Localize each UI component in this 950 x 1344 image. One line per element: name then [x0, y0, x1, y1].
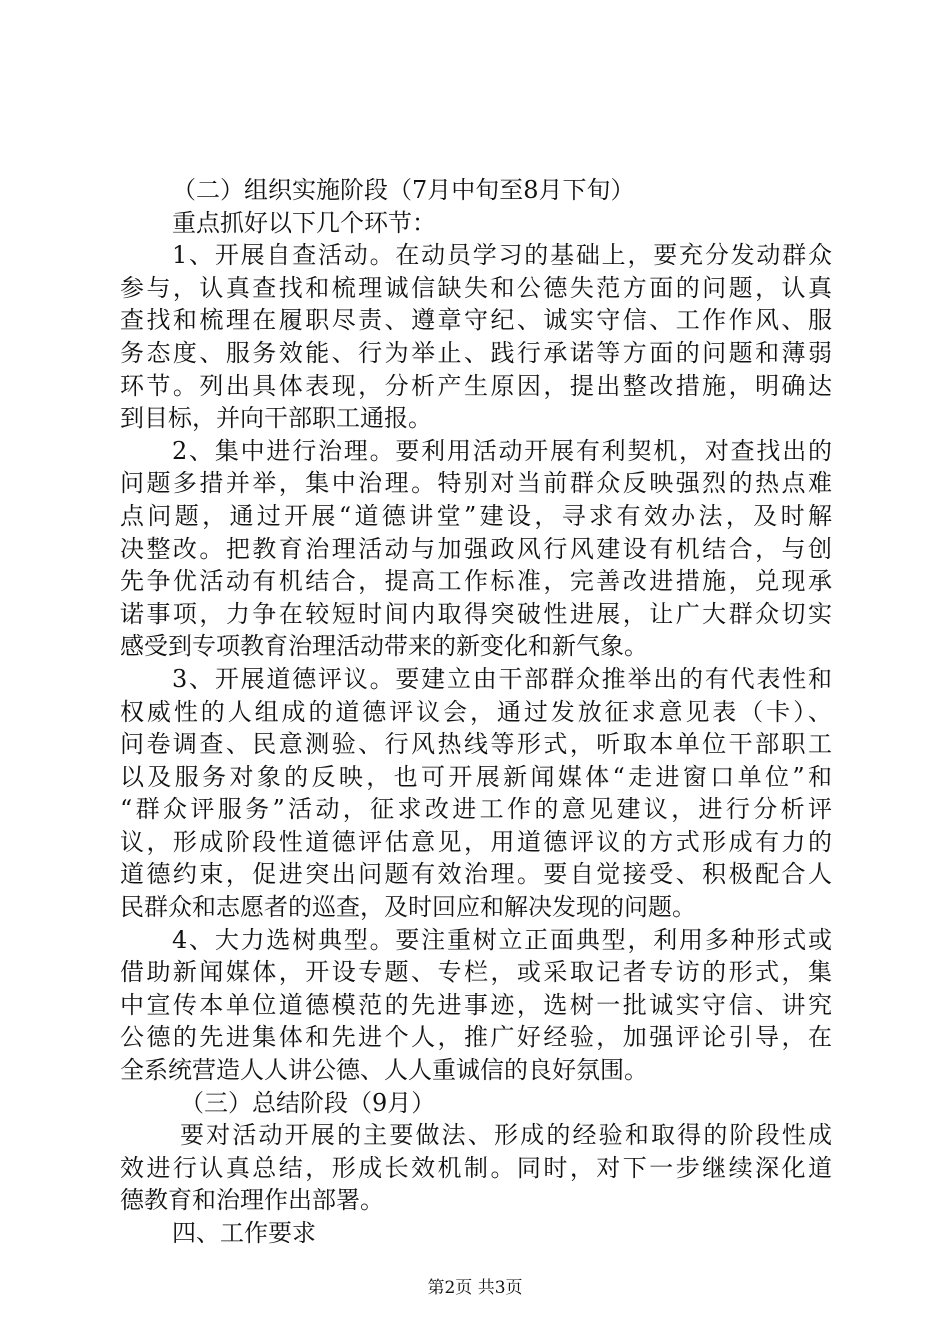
paragraph-line: 权威性的人组成的道德评议会，通过发放征求意见表（卡）、 — [120, 697, 832, 726]
paragraph-line: 全系统营造人人讲公德、人人重诚信的良好氛围。 — [120, 1056, 648, 1085]
paragraph-line: 先争优活动有机结合，提高工作标准，完善改进措施，兑现承 — [120, 567, 832, 596]
paragraph-line: 3、开展道德评议。要建立由干部群众推举出的有代表性和 — [172, 664, 832, 693]
paragraph-line: 重点抓好以下几个环节： — [172, 208, 436, 237]
paragraph-line: 参与，认真查找和梳理诚信缺失和公德失范方面的问题，认真 — [120, 273, 832, 302]
paragraph-line: “群众评服务”活动，征求改进工作的意见建议，进行分析评 — [120, 795, 832, 824]
paragraph-line: 2、集中进行治理。要利用活动开展有利契机，对查找出的 — [172, 436, 832, 465]
paragraph-line: 4、大力选树典型。要注重树立正面典型，利用多种形式或 — [172, 925, 832, 954]
page-number-footer: 第2页 共3页 — [427, 1278, 523, 1298]
paragraph-line: 诺事项，力争在较短时间内取得突破性进展，让广大群众切实 — [120, 599, 832, 628]
paragraph-line: 感受到专项教育治理活动带来的新变化和新气象。 — [120, 632, 648, 661]
paragraph-line: 议，形成阶段性道德评估意见，用道德评议的方式形成有力的 — [120, 827, 832, 856]
paragraph-line: 以及服务对象的反映，也可开展新闻媒体“走进窗口单位”和 — [120, 762, 832, 791]
paragraph-line: 点问题，通过开展“道德讲堂”建设，寻求有效办法，及时解 — [120, 501, 832, 530]
paragraph-line: 1、开展自查活动。在动员学习的基础上，要充分发动群众 — [172, 241, 832, 270]
paragraph-line: 中宣传本单位道德模范的先进事迹，选树一批诚实守信、讲究 — [120, 990, 832, 1019]
section-heading: 四、工作要求 — [172, 1219, 316, 1247]
paragraph-line: 效进行认真总结，形成长效机制。同时，对下一步继续深化道 — [120, 1153, 832, 1182]
paragraph-line: 借助新闻媒体，开设专题、专栏，或采取记者专访的形式，集 — [120, 958, 832, 987]
paragraph-line: 到目标，并向干部职工通报。 — [120, 404, 432, 433]
paragraph-line: 环节。列出具体表现，分析产生原因，提出整改措施，明确达 — [120, 371, 832, 400]
paragraph-line: 问卷调查、民意测验、行风热线等形式，听取本单位干部职工 — [120, 730, 832, 759]
section-heading: （三）总结阶段（9月） — [180, 1088, 436, 1117]
paragraph-line: 公德的先进集体和先进个人，推广好经验，加强评论引导，在 — [120, 1023, 832, 1052]
paragraph-line: 道德约束，促进突出问题有效治理。要自觉接受、积极配合人 — [120, 860, 832, 889]
paragraph-line: 民群众和志愿者的巡查，及时回应和解决发现的问题。 — [120, 893, 696, 922]
section-heading: （二）组织实施阶段（7月中旬至8月下旬） — [172, 176, 635, 204]
paragraph-line: 德教育和治理作出部署。 — [120, 1186, 384, 1215]
paragraph-line: 问题多措并举，集中治理。特别对当前群众反映强烈的热点难 — [120, 469, 832, 498]
paragraph-line: 务态度、服务效能、行为举止、践行承诺等方面的问题和薄弱 — [120, 338, 832, 367]
paragraph-line: 决整改。把教育治理活动与加强政风行风建设有机结合，与创 — [120, 534, 832, 563]
document-body — [120, 174, 832, 1250]
paragraph-line: 要对活动开展的主要做法、形成的经验和取得的阶段性成 — [180, 1121, 832, 1150]
paragraph-line: 查找和梳理在履职尽责、遵章守纪、诚实守信、工作作风、服 — [120, 306, 832, 335]
